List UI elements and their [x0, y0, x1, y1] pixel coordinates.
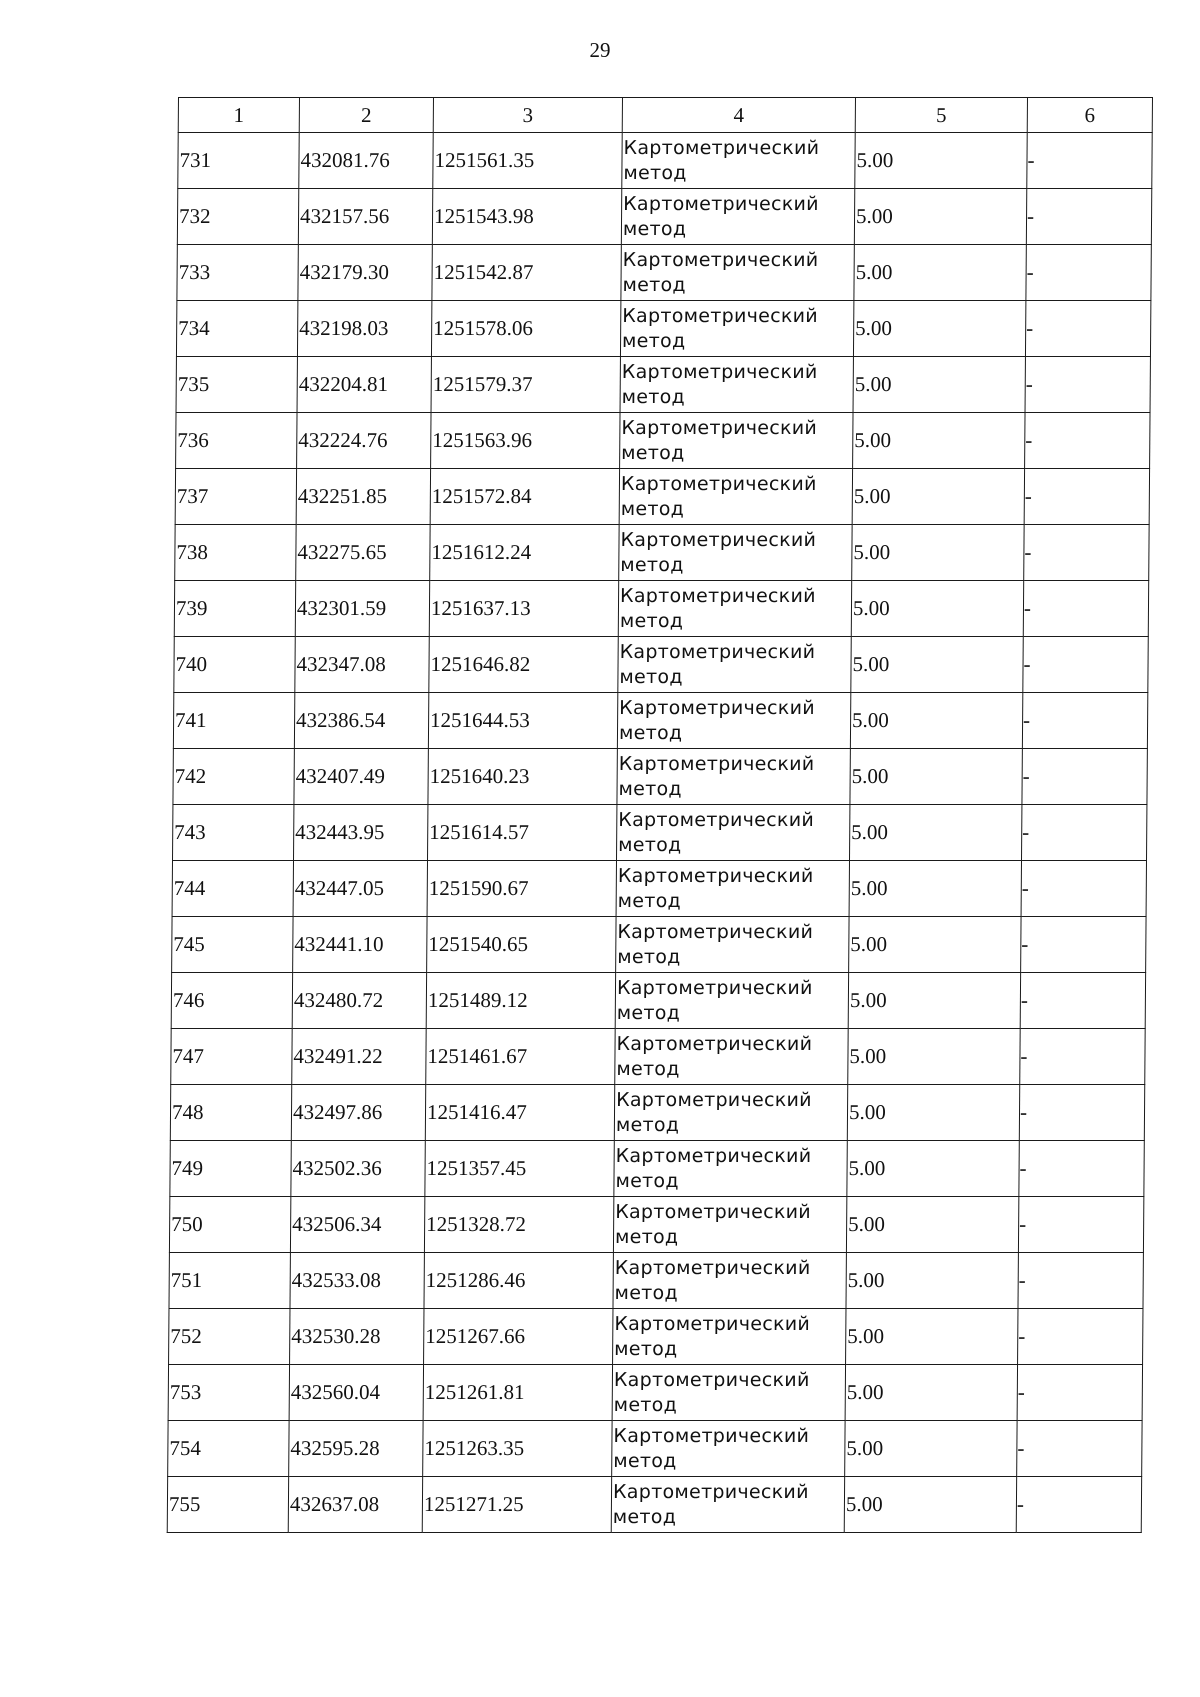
- method-line-1: Картометрический: [614, 1312, 811, 1335]
- note-cell: -: [1024, 469, 1149, 525]
- note-cell: -: [1020, 1029, 1145, 1085]
- note-cell: -: [1027, 133, 1152, 189]
- y-coordinate-cell: 1251267.66: [424, 1309, 613, 1365]
- method-cell: [619, 469, 852, 525]
- note-cell: -: [1017, 1365, 1142, 1421]
- method-line-2: метод: [618, 777, 683, 800]
- x-coordinate-cell: 432533.08: [290, 1253, 424, 1309]
- method-line-2: метод: [617, 889, 682, 912]
- note-cell: -: [1017, 1421, 1142, 1477]
- point-number-cell: 746: [171, 973, 292, 1029]
- header-col-6: 6: [1027, 98, 1152, 133]
- method-line-1: Картометрический: [622, 304, 819, 327]
- x-coordinate-cell: 432179.30: [298, 245, 432, 301]
- table-row: [172, 917, 1146, 973]
- x-coordinate-cell: 432204.81: [297, 357, 431, 413]
- y-coordinate-cell: 1251286.46: [424, 1253, 613, 1309]
- accuracy-cell: 5.00: [847, 1141, 1019, 1197]
- method-cell: [621, 245, 854, 301]
- method-cell: [621, 189, 854, 245]
- method-cell: [617, 805, 850, 861]
- note-cell: -: [1025, 413, 1150, 469]
- x-coordinate-cell: 432637.08: [288, 1477, 422, 1533]
- table-row: [168, 1365, 1142, 1421]
- x-coordinate-cell: 432506.34: [290, 1197, 424, 1253]
- method-line-2: метод: [622, 217, 687, 240]
- method-line-1: Картометрический: [612, 1480, 809, 1503]
- method-line-2: метод: [618, 833, 682, 856]
- note-cell: -: [1022, 805, 1147, 861]
- note-cell: -: [1021, 917, 1146, 973]
- accuracy-cell: 5.00: [849, 917, 1021, 973]
- note-cell: -: [1025, 301, 1150, 357]
- x-coordinate-cell: 432275.65: [296, 525, 430, 581]
- method-line-2: метод: [614, 1337, 678, 1360]
- header-col-2: 2: [299, 98, 433, 133]
- note-cell: -: [1022, 693, 1147, 749]
- method-line-1: Картометрический: [619, 584, 816, 607]
- method-cell: [622, 133, 855, 189]
- accuracy-cell: 5.00: [847, 1085, 1019, 1141]
- accuracy-cell: 5.00: [854, 245, 1026, 301]
- y-coordinate-cell: 1251578.06: [431, 301, 620, 357]
- point-number-cell: 743: [173, 805, 294, 861]
- point-number-cell: 742: [173, 749, 294, 805]
- method-cell: [615, 973, 848, 1029]
- accuracy-cell: 5.00: [850, 749, 1022, 805]
- method-line-2: метод: [621, 441, 685, 464]
- note-cell: -: [1016, 1477, 1141, 1533]
- point-number-cell: 748: [170, 1085, 291, 1141]
- table-row: [176, 413, 1150, 469]
- accuracy-cell: 5.00: [846, 1197, 1018, 1253]
- accuracy-cell: 5.00: [851, 581, 1023, 637]
- method-cell: [618, 581, 851, 637]
- header-col-3: 3: [433, 98, 622, 133]
- y-coordinate-cell: 1251646.82: [429, 637, 618, 693]
- method-cell: [613, 1309, 846, 1365]
- accuracy-cell: 5.00: [850, 805, 1022, 861]
- method-cell: [620, 301, 853, 357]
- method-line-2: метод: [619, 665, 683, 688]
- table-row: [167, 1477, 1141, 1533]
- x-coordinate-cell: 432224.76: [297, 413, 431, 469]
- x-coordinate-cell: 432560.04: [289, 1365, 423, 1421]
- y-coordinate-cell: 1251263.35: [423, 1421, 612, 1477]
- accuracy-cell: 5.00: [853, 413, 1025, 469]
- y-coordinate-cell: 1251614.57: [428, 805, 617, 861]
- table-row: [175, 469, 1149, 525]
- method-cell: [612, 1421, 845, 1477]
- table-row: [169, 1309, 1143, 1365]
- note-cell: -: [1026, 189, 1151, 245]
- point-number-cell: 750: [169, 1197, 290, 1253]
- accuracy-cell: 5.00: [846, 1253, 1018, 1309]
- accuracy-cell: 5.00: [853, 301, 1025, 357]
- method-line-1: Картометрический: [622, 248, 819, 271]
- accuracy-cell: 5.00: [850, 693, 1022, 749]
- method-line-2: метод: [616, 1057, 680, 1080]
- y-coordinate-cell: 1251644.53: [428, 693, 617, 749]
- table-row: [174, 581, 1148, 637]
- point-number-cell: 741: [173, 693, 294, 749]
- accuracy-cell: 5.00: [849, 861, 1021, 917]
- method-line-2: метод: [613, 1393, 678, 1416]
- point-number-cell: 749: [170, 1141, 291, 1197]
- header-col-5: 5: [855, 98, 1027, 133]
- point-number-cell: 736: [176, 413, 297, 469]
- accuracy-cell: 5.00: [853, 357, 1025, 413]
- x-coordinate-cell: 432386.54: [294, 693, 428, 749]
- note-cell: -: [1026, 245, 1151, 301]
- table-row: [178, 133, 1152, 189]
- method-line-2: метод: [622, 273, 686, 296]
- method-cell: [614, 1085, 847, 1141]
- note-cell: -: [1024, 525, 1149, 581]
- method-cell: [618, 637, 851, 693]
- accuracy-cell: 5.00: [848, 1029, 1020, 1085]
- note-cell: -: [1023, 637, 1148, 693]
- x-coordinate-cell: 432502.36: [291, 1141, 425, 1197]
- y-coordinate-cell: 1251637.13: [429, 581, 618, 637]
- x-coordinate-cell: 432081.76: [299, 133, 433, 189]
- method-cell: [612, 1365, 845, 1421]
- method-line-1: Картометрический: [623, 136, 820, 159]
- table-header-row: [178, 98, 1152, 133]
- method-cell: [620, 357, 853, 413]
- point-number-cell: 744: [172, 861, 293, 917]
- table-row: [176, 301, 1150, 357]
- method-line-1: Картометрический: [619, 640, 816, 663]
- y-coordinate-cell: 1251328.72: [424, 1197, 613, 1253]
- x-coordinate-cell: 432447.05: [293, 861, 427, 917]
- header-col-4: 4: [622, 98, 855, 133]
- method-line-1: Картометрический: [613, 1368, 810, 1391]
- table-row: [173, 693, 1147, 749]
- x-coordinate-cell: 432480.72: [292, 973, 426, 1029]
- method-cell: [616, 917, 849, 973]
- method-line-1: Картометрический: [615, 1200, 812, 1223]
- y-coordinate-cell: 1251489.12: [426, 973, 615, 1029]
- x-coordinate-cell: 432251.85: [296, 469, 430, 525]
- note-cell: -: [1019, 1085, 1144, 1141]
- point-number-cell: 731: [178, 133, 299, 189]
- coordinates-table: [167, 97, 1153, 1533]
- point-number-cell: 753: [168, 1365, 289, 1421]
- table-row: [170, 1141, 1144, 1197]
- method-cell: [613, 1197, 846, 1253]
- table-row: [176, 357, 1150, 413]
- method-line-1: Картометрический: [616, 976, 813, 999]
- note-cell: -: [1019, 1141, 1144, 1197]
- y-coordinate-cell: 1251542.87: [432, 245, 621, 301]
- method-cell: [619, 525, 852, 581]
- method-cell: [617, 693, 850, 749]
- accuracy-cell: 5.00: [855, 133, 1027, 189]
- note-cell: -: [1020, 973, 1145, 1029]
- method-line-1: Картометрический: [619, 696, 816, 719]
- y-coordinate-cell: 1251590.67: [427, 861, 616, 917]
- table-row: [172, 861, 1146, 917]
- method-line-2: метод: [620, 553, 684, 576]
- note-cell: -: [1023, 581, 1148, 637]
- method-line-2: метод: [622, 329, 686, 352]
- point-number-cell: 732: [177, 189, 298, 245]
- y-coordinate-cell: 1251416.47: [425, 1085, 614, 1141]
- x-coordinate-cell: 432407.49: [294, 749, 428, 805]
- point-number-cell: 733: [177, 245, 298, 301]
- point-number-cell: 737: [175, 469, 296, 525]
- table-row: [171, 1029, 1145, 1085]
- method-cell: [613, 1253, 846, 1309]
- x-coordinate-cell: 432491.22: [292, 1029, 426, 1085]
- method-line-2: метод: [615, 1169, 679, 1192]
- accuracy-cell: 5.00: [846, 1309, 1018, 1365]
- x-coordinate-cell: 432198.03: [297, 301, 431, 357]
- y-coordinate-cell: 1251572.84: [430, 469, 619, 525]
- x-coordinate-cell: 432595.28: [289, 1421, 423, 1477]
- y-coordinate-cell: 1251640.23: [428, 749, 617, 805]
- table-row: [175, 525, 1149, 581]
- point-number-cell: 755: [167, 1477, 288, 1533]
- table-row: [169, 1197, 1143, 1253]
- note-cell: -: [1022, 749, 1147, 805]
- method-cell: [620, 413, 853, 469]
- note-cell: -: [1018, 1197, 1143, 1253]
- y-coordinate-cell: 1251461.67: [426, 1029, 615, 1085]
- accuracy-cell: 5.00: [851, 637, 1023, 693]
- accuracy-cell: 5.00: [852, 469, 1024, 525]
- method-cell: [617, 749, 850, 805]
- accuracy-cell: 5.00: [845, 1421, 1017, 1477]
- point-number-cell: 738: [175, 525, 296, 581]
- y-coordinate-cell: 1251261.81: [423, 1365, 612, 1421]
- x-coordinate-cell: 432347.08: [295, 637, 429, 693]
- accuracy-cell: 5.00: [854, 189, 1026, 245]
- point-number-cell: 751: [169, 1253, 290, 1309]
- point-number-cell: 739: [174, 581, 295, 637]
- method-cell: [615, 1029, 848, 1085]
- table-row: [177, 245, 1151, 301]
- y-coordinate-cell: 1251612.24: [430, 525, 619, 581]
- accuracy-cell: 5.00: [852, 525, 1024, 581]
- x-coordinate-cell: 432497.86: [291, 1085, 425, 1141]
- x-coordinate-cell: 432301.59: [295, 581, 429, 637]
- table-body: [167, 133, 1152, 1533]
- point-number-cell: 745: [172, 917, 293, 973]
- point-number-cell: 754: [168, 1421, 289, 1477]
- table-row: [174, 637, 1148, 693]
- method-line-1: Картометрический: [621, 360, 818, 383]
- method-line-2: метод: [613, 1449, 677, 1472]
- method-line-1: Картометрический: [621, 416, 818, 439]
- note-cell: -: [1025, 357, 1150, 413]
- method-line-1: Картометрический: [620, 528, 817, 551]
- method-line-1: Картометрический: [618, 808, 815, 831]
- method-line-2: метод: [614, 1281, 679, 1304]
- y-coordinate-cell: 1251563.96: [431, 413, 620, 469]
- note-cell: -: [1018, 1253, 1143, 1309]
- x-coordinate-cell: 432441.10: [293, 917, 427, 973]
- method-cell: [616, 861, 849, 917]
- method-line-1: Картометрический: [616, 1088, 812, 1111]
- table-row: [177, 189, 1151, 245]
- method-line-1: Картометрический: [618, 752, 815, 775]
- method-line-1: Картометрический: [614, 1256, 811, 1279]
- accuracy-cell: 5.00: [844, 1477, 1016, 1533]
- y-coordinate-cell: 1251543.98: [432, 189, 621, 245]
- header-col-1: 1: [178, 98, 299, 133]
- method-line-1: Картометрический: [613, 1424, 810, 1447]
- note-cell: -: [1021, 861, 1146, 917]
- point-number-cell: 735: [176, 357, 297, 413]
- method-line-2: метод: [612, 1505, 677, 1528]
- table-row: [173, 805, 1147, 861]
- method-line-2: метод: [621, 385, 686, 408]
- accuracy-cell: 5.00: [845, 1365, 1017, 1421]
- table-row: [169, 1253, 1143, 1309]
- method-cell: [614, 1141, 847, 1197]
- method-line-2: метод: [616, 1001, 681, 1024]
- method-line-1: Картометрический: [623, 192, 819, 215]
- method-line-1: Картометрический: [620, 472, 817, 495]
- note-cell: -: [1018, 1309, 1143, 1365]
- y-coordinate-cell: 1251561.35: [433, 133, 622, 189]
- method-line-1: Картометрический: [616, 1032, 813, 1055]
- x-coordinate-cell: 432157.56: [298, 189, 432, 245]
- point-number-cell: 752: [169, 1309, 290, 1365]
- method-line-2: метод: [618, 721, 683, 744]
- x-coordinate-cell: 432443.95: [294, 805, 428, 861]
- method-line-1: Картометрический: [617, 920, 814, 943]
- page-number: 29: [589, 38, 611, 62]
- point-number-cell: 747: [171, 1029, 292, 1085]
- table-row: [173, 749, 1147, 805]
- point-number-cell: 734: [176, 301, 297, 357]
- method-line-2: метод: [623, 161, 687, 184]
- method-line-2: метод: [614, 1225, 679, 1248]
- point-number-cell: 740: [174, 637, 295, 693]
- y-coordinate-cell: 1251579.37: [431, 357, 620, 413]
- method-cell: [611, 1477, 844, 1533]
- table-row: [168, 1421, 1142, 1477]
- method-line-1: Картометрический: [615, 1144, 812, 1167]
- table-row: [171, 973, 1145, 1029]
- y-coordinate-cell: 1251357.45: [425, 1141, 614, 1197]
- method-line-2: метод: [619, 609, 684, 632]
- method-line-2: метод: [617, 945, 681, 968]
- method-line-1: Картометрический: [617, 864, 814, 887]
- method-line-2: метод: [615, 1113, 680, 1136]
- method-line-2: метод: [620, 497, 685, 520]
- table-row: [170, 1085, 1144, 1141]
- y-coordinate-cell: 1251540.65: [427, 917, 616, 973]
- accuracy-cell: 5.00: [848, 973, 1020, 1029]
- x-coordinate-cell: 432530.28: [290, 1309, 424, 1365]
- y-coordinate-cell: 1251271.25: [422, 1477, 611, 1533]
